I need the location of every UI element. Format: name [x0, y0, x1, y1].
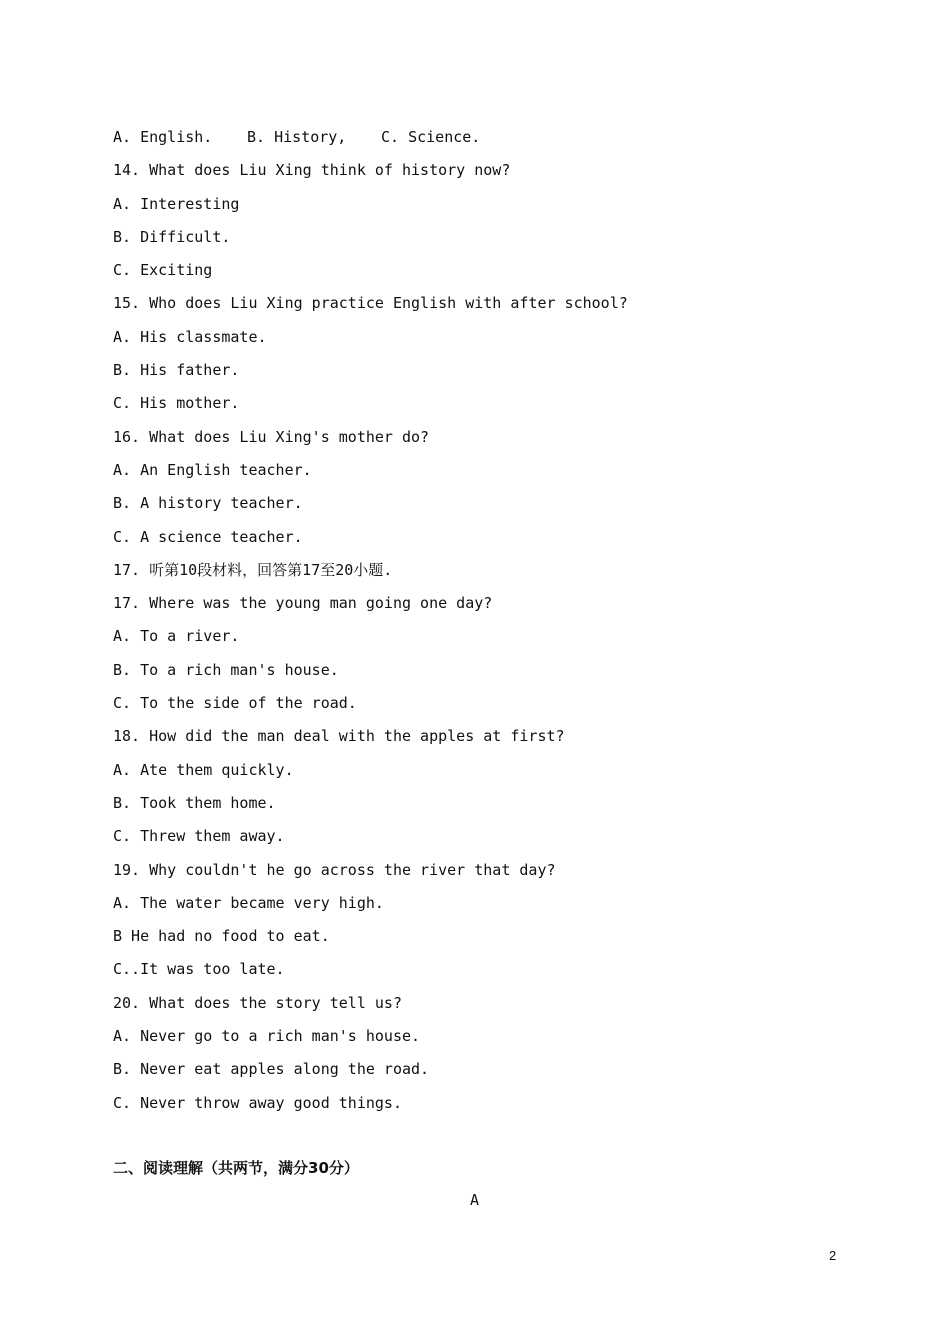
- section-heading: 二、阅读理解（共两节，满分30分）: [113, 1159, 359, 1177]
- listening-instruction: 17. 听第10段材料，回答第17至20小题.: [113, 560, 393, 579]
- question-20: 20. What does the story tell us?: [113, 993, 402, 1012]
- question-15: 15. Who does Liu Xing practice English with after school?: [113, 294, 628, 313]
- q16-option-c: C. A science teacher.: [113, 527, 303, 546]
- q14-option-b: B. Difficult.: [113, 227, 231, 246]
- question-19: 19. Why couldn't he go across the river that day?: [113, 860, 556, 879]
- question-list: [113, 125, 833, 1124]
- q19-option-a: A. The water became very high.: [113, 893, 384, 912]
- q20-option-c: C. Never throw away good things.: [113, 1093, 402, 1112]
- q17-option-c: C. To the side of the road.: [113, 694, 357, 713]
- q17-option-a: A. To a river.: [113, 627, 240, 646]
- question-17: 17. Where was the young man going one day?: [113, 594, 493, 613]
- q14-option-c: C. Exciting: [113, 261, 213, 280]
- question-16: 16. What does Liu Xing's mother do?: [113, 427, 430, 446]
- question-18: 18. How did the man deal with the apples at first?: [113, 727, 565, 746]
- q14-option-a: A. Interesting: [113, 194, 240, 213]
- q13-option-b: B. History,: [247, 128, 347, 146]
- q13-option-a: A. English.: [113, 128, 213, 146]
- q18-option-b: B. Took them home.: [113, 793, 276, 812]
- q13-option-c: C. Science.: [381, 128, 481, 146]
- q19-option-c: C..It was too late.: [113, 960, 285, 979]
- q19-option-b: B He had no food to eat.: [113, 927, 330, 946]
- q16-option-b: B. A history teacher.: [113, 494, 303, 513]
- question-14: 14. What does Liu Xing think of history now?: [113, 161, 511, 180]
- q17-option-b: B. To a rich man's house.: [113, 660, 339, 679]
- q16-option-a: A. An English teacher.: [113, 460, 312, 479]
- passage-label: A: [470, 1191, 480, 1209]
- q18-option-c: C. Threw them away.: [113, 827, 285, 846]
- page-number: 2: [829, 1248, 837, 1263]
- q20-option-a: A. Never go to a rich man's house.: [113, 1027, 421, 1046]
- q15-option-b: B. His father.: [113, 361, 240, 380]
- q15-option-c: C. His mother.: [113, 394, 240, 413]
- q13-options-row: [113, 125, 833, 158]
- q18-option-a: A. Ate them quickly.: [113, 760, 294, 779]
- q20-option-b: B. Never eat apples along the road.: [113, 1060, 430, 1079]
- q15-option-a: A. His classmate.: [113, 327, 267, 346]
